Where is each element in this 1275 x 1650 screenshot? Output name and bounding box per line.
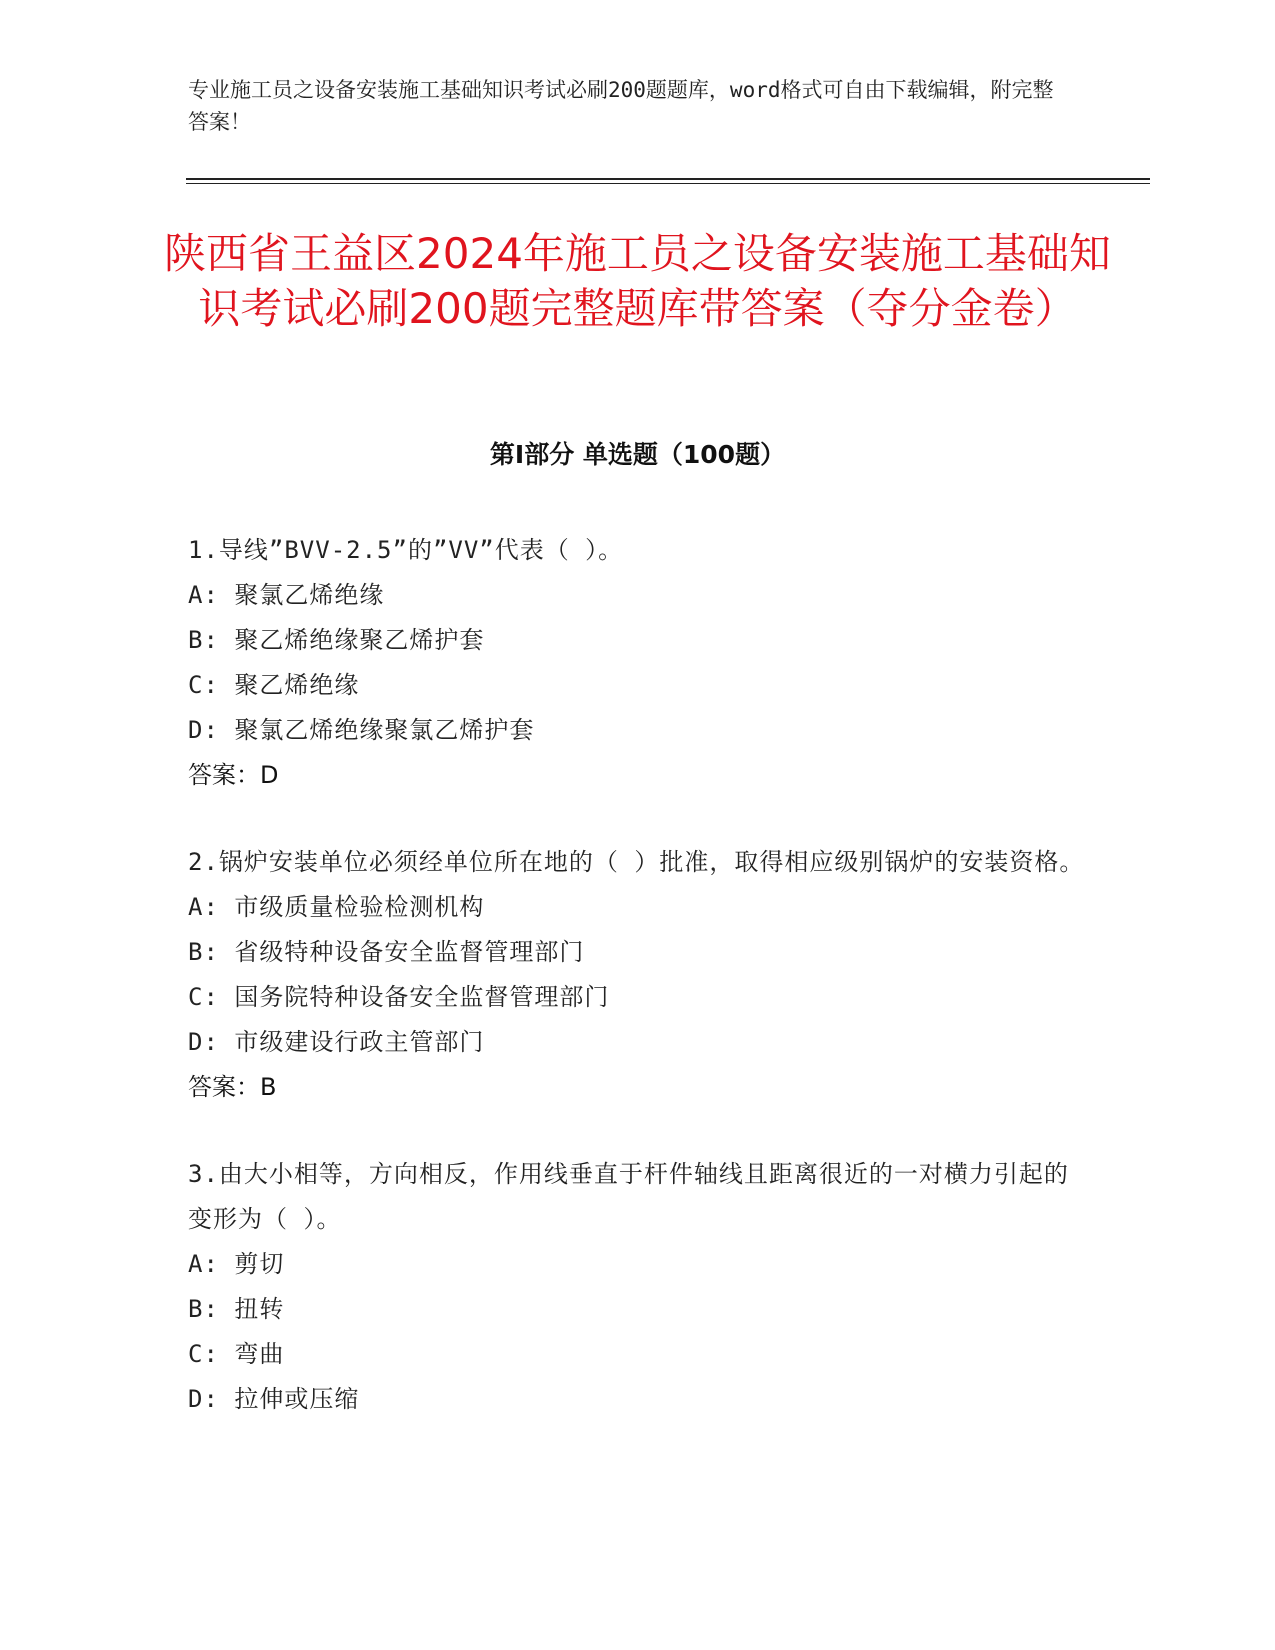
option-b: B: 聚乙烯绝缘聚乙烯护套 xyxy=(188,626,485,654)
question-stem: 2.锅炉安装单位必须经单位所在地的（ ）批准，取得相应级别锅炉的安装资格。 xyxy=(188,848,1085,876)
header-rule-thick xyxy=(186,178,1150,180)
option-a: A: 市级质量检验检测机构 xyxy=(188,893,485,921)
option-d: D: 市级建设行政主管部门 xyxy=(188,1028,485,1056)
header-rule-thin xyxy=(186,183,1150,184)
question-stem: 1.导线”BVV-2.5”的”VV”代表（ ）。 xyxy=(188,536,624,564)
question-list xyxy=(188,528,1088,1464)
question-1 xyxy=(188,528,1088,798)
section-heading: 第I部分 单选题（100题） xyxy=(489,440,786,469)
option-d: D: 聚氯乙烯绝缘聚氯乙烯护套 xyxy=(188,716,535,744)
option-b: B: 扭转 xyxy=(188,1295,285,1323)
answer: 答案：B xyxy=(188,1073,277,1101)
header-note: 专业施工员之设备安装施工基础知识考试必刷200题题库，word格式可自由下载编辑，附完整答案！ xyxy=(188,78,1054,134)
option-c: C: 国务院特种设备安全监督管理部门 xyxy=(188,983,610,1011)
question-3 xyxy=(188,1152,1088,1422)
question-2 xyxy=(188,840,1088,1110)
question-stem: 3.由大小相等，方向相反，作用线垂直于杆件轴线且距离很近的一对横力引起的变形为（ ）。 xyxy=(188,1160,1069,1233)
answer: 答案：D xyxy=(188,761,279,789)
option-d: D: 拉伸或压缩 xyxy=(188,1385,360,1413)
option-b: B: 省级特种设备安全监督管理部门 xyxy=(188,938,585,966)
option-a: A: 剪切 xyxy=(188,1250,285,1278)
option-c: C: 弯曲 xyxy=(188,1340,285,1368)
document-title: 陕西省王益区2024年施工员之设备安装施工基础知识考试必刷200题完整题库带答案（夺分金卷） xyxy=(164,229,1111,333)
option-a: A: 聚氯乙烯绝缘 xyxy=(188,581,385,609)
option-c: C: 聚乙烯绝缘 xyxy=(188,671,360,699)
